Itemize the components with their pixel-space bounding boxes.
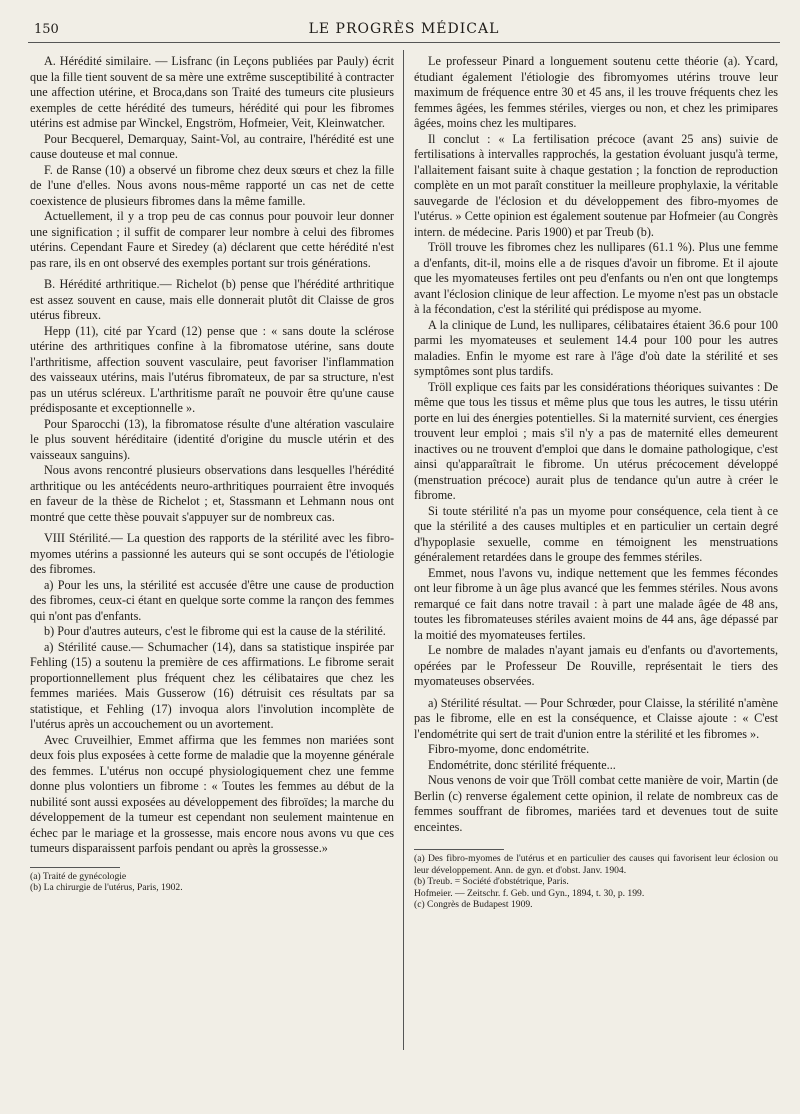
footnote: (a) Traité de gynécologie [30, 870, 127, 882]
paragraph: Avec Cruveilhier, Emmet affirma que les femmes non mariées sont deux fois plus exposées à cette forme de maladie que la moyenne générale des femmes. L'utérus non occupé physiologiquement chez une femme donne plus volontiers un fibrome : « Toutes les femmes au début de la nubilité sont aussi exposées au développement des fibroïdes; la marche du développement de la tumeur est cependant non seulement maintenue en échec par le mariage et la grossesse, mais encore nous avons vu que ces tumeurs disparaissent parfois pendant ou après la grossesse.» [30, 732, 394, 855]
paragraph: Hepp (11), cité par Ycard (12) pense que : « sans doute la sclérose utérine des arthritiques confine à la fibromatose utérine, sans doute l'arthritisme, affection souvent vasculaire, peut favoriser l'inflammation des vaisseaux utérins, mais l'utérus fibromateux, de par sa structure, n'est pas un utérus scléreux. L'arthritisme paraît ne pouvoir être qu'une cause prédisposante et exceptionnelle ». [30, 323, 394, 415]
footnote: (b) La chirurgie de l'utérus, Paris, 1902. [30, 882, 183, 893]
paragraph: Tröll trouve les fibromes chez les nullipares (61.1 %). Plus une femme a d'enfants, dit-il, moins elle a de risques d'avoir un fibrome. Et il ajoute que les myomateuses fertiles ont peu d'enfants ou n'en ont que longtemps avant l'éclosion clinique de leur affection. Le myome n'est pas un obstacle à la fécondation, c'est la stérilité qui prédispose au myome. [414, 240, 778, 316]
paragraph: Endométrite, donc stérilité fréquente... [428, 757, 616, 772]
page-header [28, 20, 780, 43]
footnote-rule [414, 849, 504, 850]
paragraph: Le professeur Pinard a longuement soutenu cette théorie (a). Ycard, étudiant également l'étiologie des fibromyomes utérins trouve leur maximum de fréquence entre 30 et 45 ans, il les trouve fréquents chez les femmes âgées, les femmes stériles, vierges ou non, et chez les primipares âgées, moins chez les multipares. [414, 54, 778, 130]
paragraph: Nous avons rencontré plusieurs observations dans lesquelles l'hérédité arthritique ou les antécédents neuro-arthritiques pourraient être invoqués en faveur de la thèse de Richelot ; et, Stassmann et Lehmann nous ont montré que cette thèse pouvait s'appuyer sur de nombreux cas. [30, 463, 394, 524]
paragraph: b) Pour d'autres auteurs, c'est le fibrome qui est la cause de la stérilité. [44, 624, 386, 638]
footnote-rule [30, 867, 120, 868]
footnote: (c) Congrès de Budapest 1909. [414, 899, 533, 910]
paragraph: Actuellement, il y a trop peu de cas connus pour pouvoir leur donner une signification ; il suffit de comparer leur nombre à celui des fibromes utérins. Cependant Faure et Siredey (a) déclarent que cette hérédité n'est pas rare, ils en ont observé des exemples portant sur trois générations. [30, 209, 394, 270]
paragraph: Emmet, nous l'avons vu, indique nettement que les femmes fécondes ont leur fibrome à un âge plus avancé que les femmes stériles. Nous avons remarqué ce fait dans notre travail : à part une malade âgée de 48 ans, toutes les fibromateuses stériles avaient moins de 44 ans, âge dépassé par la moitié des myomateuses fertiles. [414, 565, 778, 642]
paragraph: Si toute stérilité n'a pas un myome pour conséquence, cela tient à ce que la stérilité a des causes multiples et en particulier un certain degré d'hypoplasie sexuelle, comme en témoignent les menstruations généralement retardées dans le groupe des femmes stériles. [414, 503, 778, 564]
paragraph: Le nombre de malades n'ayant jamais eu d'enfants ou d'avortements, opérées par le Professeur De Rouville, représentait le tiers des myomateuses observées. [414, 643, 778, 688]
paragraph: B. Hérédité arthritique.— Richelot (b) pense que l'hérédité arthritique est assez souvent en cause, mais elle donnerait plutôt dit Claisse de gros utérus fibreux. [30, 277, 394, 322]
footnote: (b) Treub. = Société d'obstétrique, Paris. [414, 876, 569, 887]
paragraph: Pour Sparocchi (13), la fibromatose résulte d'une altération vasculaire le plus souvent héréditaire (identité d'origine du muscle utérin et des vaisseaux sanguins). [30, 416, 394, 462]
paragraph: a) Pour les uns, la stérilité est accusée d'être une cause de production des fibromes, ceux-ci étant en quelque sorte comme la rançon des femmes qui n'ont pas d'enfants. [30, 577, 394, 623]
paragraph: Nous venons de voir que Tröll combat cette manière de voir, Martin (de Berlin (c) renverse également cette opinion, il relate de nombreux cas de femmes souffrant de fibromes, mariées tard et devenues tout de suite enceintes. [414, 773, 778, 834]
paragraph: Pour Becquerel, Demarquay, Saint-Vol, au contraire, l'hérédité est une cause douteuse et mal connue. [30, 131, 394, 161]
footnote: Hofmeier. — Zeitschr. f. Geb. und Gyn., 1894, t. 30, p. 199. [414, 887, 645, 899]
left-column [30, 54, 394, 894]
right-column [414, 54, 778, 911]
paragraph: Tröll explique ces faits par les considérations théoriques suivantes : De même que tous les tissus et même plus que tous les autres, le tissu utérin porte en lui des énergies potentielles. Si la maternité survient, ces énergies trouvent leur emploi ; mais s'il n'y a pas de maternité elles demeurent inactives ou ne trouvent d'emploi que dans le domaine pathologique, c'est ainsi qu'apparaîtrait le fibrome. Un utérus précocement développé (menstruation précoce) aurait plus de tendance qu'un autre à créer le fibrome. [414, 379, 778, 502]
paragraph: a) Stérilité cause.— Schumacher (14), dans sa statistique inspirée par Fehling (15) a soutenu la première de ces affirmations. Le fibrome serait proportionnellement plus fréquent chez les célibataires que chez les femmes mariées. Mais Gusserow (16) détruisit ces résultats par sa statistique, et Fehling (17) invoqua alors l'involution incomplète de l'utérus après un accouchement ou un avortement. [30, 639, 394, 731]
paragraph: A la clinique de Lund, les nullipares, célibataires étaient 36.6 pour 100 parmi les myomateuses et seulement 14.4 pour 100 pour les autres maladies. Enfin le myome est rare à l'âge d'où date la stérilité et ses symptômes sont plus tardifs. [414, 317, 778, 378]
paragraph: Il conclut : « La fertilisation précoce (avant 25 ans) suivie de fertilisations à intervalles rapprochés, la gestation évoluant jusqu'à terme, l'allaitement faisant suite à chaque gestation ; la fonction de reproduction complète en un mot paraît constituer la meilleure prophylaxie, la véritable sauvegarde de l'éclosion et du développement des fibro-myomes de l'utérus. » Cette opinion est également soutenue par Hofmeier (au Congrès intern. de médecine. Paris 1900) et par Treub (b). [414, 131, 778, 239]
paragraph: A. Hérédité similaire. — Lisfranc (in Leçons publiées par Pauly) écrit que la fille tient souvent de sa mère une extrême susceptibilité à contracter une affection utérine, et Broca,dans son Traité des tumeurs cite plusieurs exemples de cette hérédité des tumeurs, hérédité qui pour les fibromes utérins est admise par Winckel, Engström, Hofmeier, Veit, Kleinwatcher. [30, 54, 394, 130]
page-number: 150 [34, 22, 59, 37]
paragraph: F. de Ranse (10) a observé un fibrome chez deux sœurs et chez la fille de l'une d'elles. Nous avons nous-même rapporté un cas net de cette coexistence de plusieurs fibromes dans la même famille. [30, 162, 394, 208]
paragraph: VIII Stérilité.— La question des rapports de la stérilité avec les fibro-myomes utérins a passionné les auteurs qui se sont occupés de l'étiologie des fibromes. [30, 531, 394, 576]
running-title: LE PROGRÈS MÉDICAL [308, 21, 500, 37]
paragraph: Fibro-myome, donc endométrite. [428, 742, 590, 756]
footnote: (a) Des fibro-myomes de l'utérus et en particulier des causes qui favorisent leur éclosion ou leur développement. Ann. de gyn. et d'obst. Janv. 1904. [414, 853, 778, 876]
footnotes [414, 849, 778, 911]
paragraph: a) Stérilité résultat. — Pour Schrœder, pour Claisse, la stérilité n'amène pas le fibrome, elle en est la conséquence, et Claisse ajoute : « C'est l'endométrite qui sert de trait d'union entre la stérilité et les fibromes ». [414, 695, 778, 741]
column-divider [403, 50, 404, 1050]
